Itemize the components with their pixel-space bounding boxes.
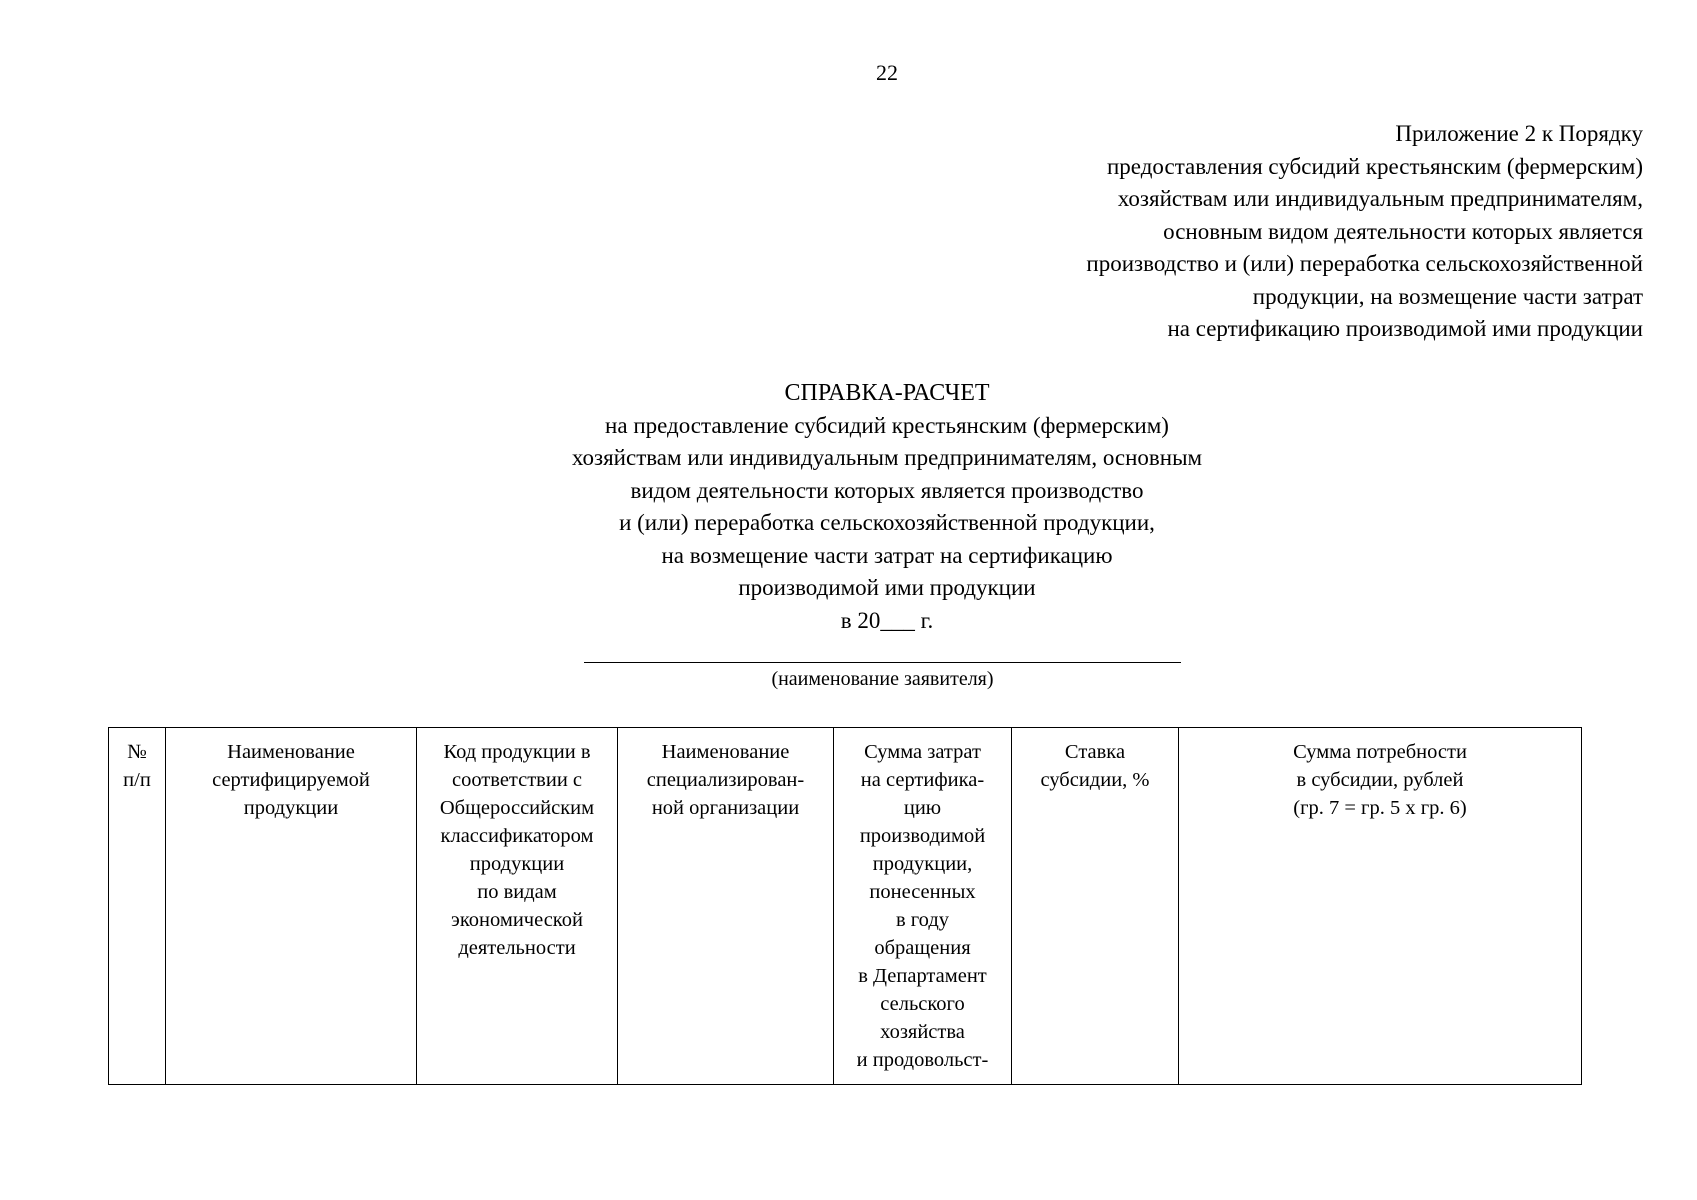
appendix-line: продукции, на возмещение части затрат bbox=[1252, 283, 1643, 309]
applicant-name-line bbox=[584, 662, 1181, 663]
appendix-line: Приложение 2 к Порядку bbox=[1395, 121, 1643, 146]
appendix-line: предоставления субсидий крестьянским (фермерским) bbox=[1107, 153, 1643, 179]
header-subsidy-rate: Ставка субсидии, % bbox=[1012, 728, 1179, 1085]
year-line: в 20___ г. bbox=[840, 607, 934, 633]
subtitle-line: производимой ими продукции bbox=[738, 575, 1036, 600]
subtitle-line: видом деятельности которых является производство bbox=[630, 477, 1144, 503]
subtitle-line: на предоставление субсидий крестьянским (фермерским) bbox=[605, 412, 1169, 438]
page-number: 22 bbox=[876, 60, 898, 85]
subtitle-line: хозяйствам или индивидуальным предпринимателям, основным bbox=[571, 445, 1203, 470]
document-title: СПРАВКА-РАСЧЕТ bbox=[784, 380, 990, 406]
calculation-table bbox=[108, 727, 1582, 1085]
subtitle-line: на возмещение части затрат на сертификацию bbox=[661, 542, 1113, 568]
appendix-line: основным видом деятельности которых является bbox=[1163, 218, 1643, 244]
header-organization-name: Наименование специализирован- ной организации bbox=[618, 728, 834, 1085]
subtitle-line: и (или) переработка сельскохозяйственной продукции, bbox=[619, 510, 1155, 535]
appendix-line: хозяйствам или индивидуальным предпринимателям, bbox=[1117, 186, 1643, 211]
header-row-number: № п/п bbox=[109, 728, 166, 1085]
appendix-line: производство и (или) переработка сельскохозяйственной bbox=[1086, 251, 1643, 276]
header-subsidy-amount: Сумма потребности в субсидии, рублей (гр. 7 = гр. 5 х гр. 6) bbox=[1179, 728, 1582, 1085]
document-heading bbox=[385, 377, 1389, 637]
table-header-row bbox=[109, 728, 1582, 1085]
appendix-reference bbox=[743, 118, 1643, 346]
header-certification-costs: Сумма затрат на сертифика- цию производимой продукции, понесенных в году обращения в Департамент сельского хозяйства и продовольст- bbox=[834, 728, 1012, 1085]
applicant-caption: (наименование заявителя) bbox=[771, 668, 994, 690]
header-product-code: Код продукции в соответствии с Общероссийским классификатором продукции по видам экономической деятельности bbox=[417, 728, 618, 1085]
appendix-line: на сертификацию производимой ими продукции bbox=[1167, 316, 1643, 341]
header-product-name: Наименование сертифицируемой продукции bbox=[166, 728, 417, 1085]
